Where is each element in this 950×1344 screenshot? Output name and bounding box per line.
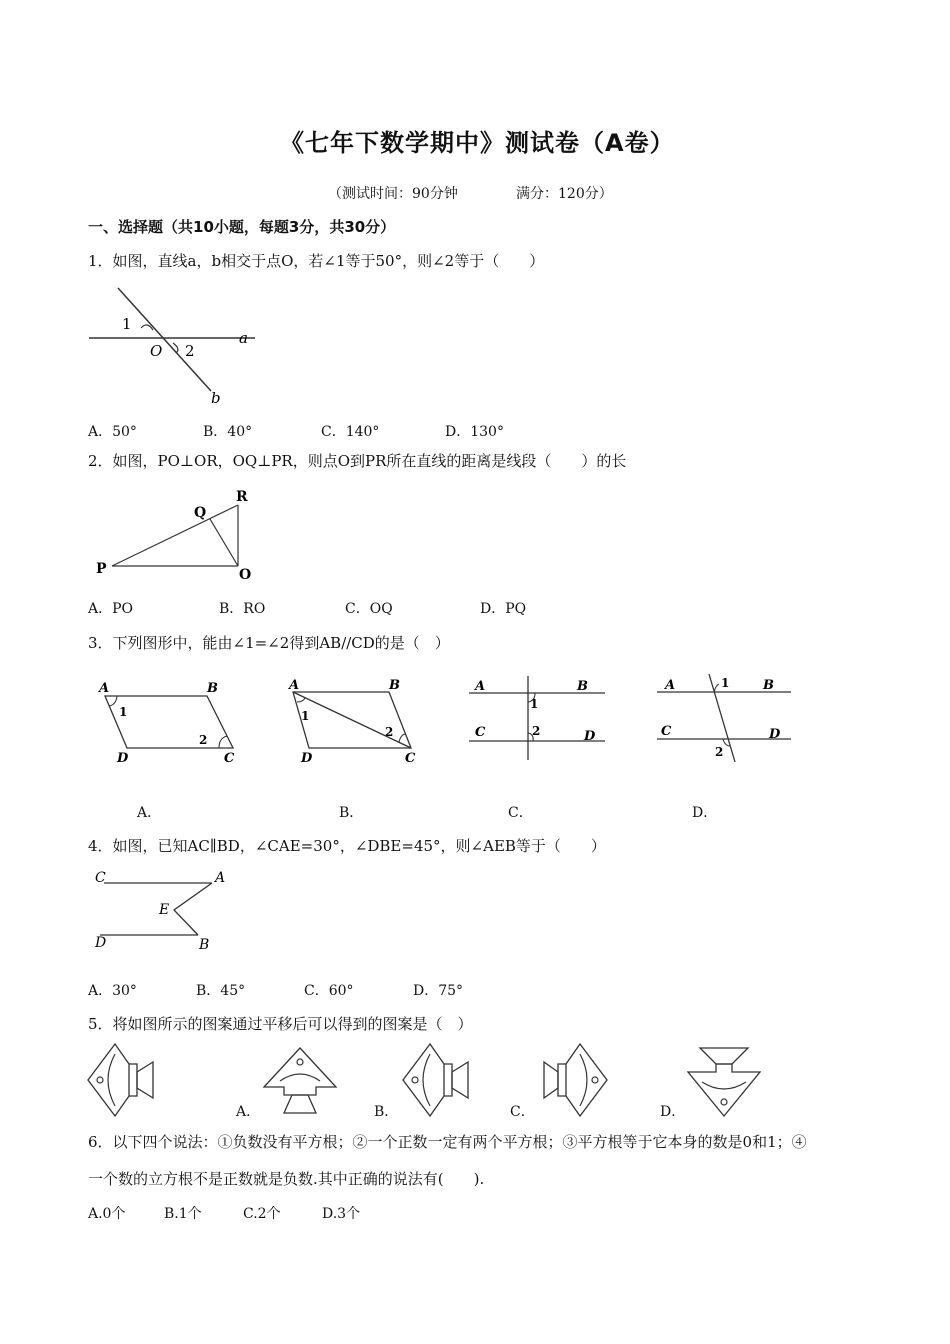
label-b: b <box>211 389 221 407</box>
q3-option-c[interactable]: C． <box>508 805 533 821</box>
angle-1-arc <box>297 698 305 702</box>
q3-figure-b <box>285 678 435 768</box>
q4-option-c[interactable]: C．60° <box>304 983 354 999</box>
section-heading-choice: 一、选择题（共10小题，每题3分，共30分） <box>88 218 396 236</box>
q1-option-a[interactable]: A．50° <box>88 424 137 440</box>
segment-pr <box>112 505 238 566</box>
label-angle-1: 1 <box>721 676 730 690</box>
label-r: R <box>236 489 248 505</box>
q3-option-a[interactable]: A． <box>137 805 162 821</box>
label-d: D <box>301 751 313 766</box>
polyline-aeb <box>174 883 212 935</box>
q3-option-d[interactable]: D． <box>692 805 718 821</box>
label-b: B <box>577 679 588 694</box>
fish-arc <box>423 1054 430 1106</box>
arrow-arc <box>702 1082 746 1089</box>
parallelogram <box>105 696 233 748</box>
label-d: D <box>117 751 129 766</box>
label-e: E <box>159 902 170 918</box>
label-q: Q <box>194 505 207 521</box>
q3-figure-c <box>467 672 617 762</box>
q5-option-d[interactable]: D． <box>660 1104 686 1120</box>
label-angle-1: 1 <box>301 709 310 723</box>
q5-option-c[interactable]: C． <box>510 1104 535 1120</box>
diagonal-ac <box>293 692 411 748</box>
label-angle-1: 1 <box>119 705 128 719</box>
q1-option-c[interactable]: C．140° <box>321 424 380 440</box>
arrow-body <box>688 1064 760 1116</box>
arrow-eye <box>297 1059 303 1065</box>
question-6-text-line1: 6．以下四个说法：①负数没有平方根；②一个正数一定有两个平方根；③平方根等于它本身的数是0和1；④ <box>88 1133 807 1151</box>
fish-eye <box>412 1077 418 1083</box>
label-d: D <box>95 935 107 951</box>
question-2-text: 2．如图，PO⊥OR，OQ⊥PR，则点O到PR所在直线的距离是线段（ ）的长 <box>88 452 627 470</box>
arrow-body <box>264 1048 336 1095</box>
question-3-text: 3．下列图形中，能由∠1=∠2得到AB//CD的是（ ） <box>88 634 450 652</box>
label-angle-2: 2 <box>385 725 394 739</box>
label-c: C <box>95 870 106 886</box>
label-b: B <box>207 681 218 696</box>
q1-option-b[interactable]: B．40° <box>203 424 253 440</box>
label-angle-2: 2 <box>715 745 724 759</box>
fish-tail <box>137 1062 153 1098</box>
q4-option-a[interactable]: A．30° <box>88 983 137 999</box>
fish-arc <box>580 1054 587 1106</box>
fish-eye <box>592 1077 598 1083</box>
angle-2-arc <box>219 736 227 748</box>
label-angle-1: 1 <box>530 697 539 711</box>
label-c: C <box>224 751 235 766</box>
label-angle-2: 2 <box>185 342 195 360</box>
label-o: O <box>239 567 252 583</box>
arrow-base <box>700 1048 748 1064</box>
q6-option-c[interactable]: C.2个 <box>243 1206 281 1222</box>
question-5-text: 5．将如图所示的图案通过平移后可以得到的图案是（ ） <box>88 1015 473 1033</box>
fish-tail <box>452 1062 468 1098</box>
label-a: A <box>99 681 110 696</box>
q2-option-d[interactable]: D．PQ <box>480 601 527 617</box>
angle-1-arc <box>109 696 117 706</box>
question-1-figure <box>85 283 265 408</box>
angle-2-arc <box>399 734 406 742</box>
q6-option-b[interactable]: B.1个 <box>164 1206 202 1222</box>
test-time-info: （测试时间：90分钟 <box>328 186 458 202</box>
fish-neck <box>129 1064 137 1096</box>
question-2-figure <box>90 485 260 585</box>
label-angle-2: 2 <box>532 724 541 738</box>
fish-neck <box>558 1064 566 1096</box>
q6-option-d[interactable]: D.3个 <box>322 1206 361 1222</box>
q5-option-a[interactable]: A． <box>236 1104 261 1120</box>
label-c: C <box>405 751 416 766</box>
q4-option-b[interactable]: B．45° <box>196 983 246 999</box>
label-b: B <box>389 678 400 693</box>
label-a: a <box>239 329 248 347</box>
fish-eye <box>97 1077 103 1083</box>
fish-neck <box>444 1064 452 1096</box>
page-title: 《七年下数学期中》测试卷（A卷） <box>280 129 675 157</box>
label-d: D <box>769 727 781 742</box>
label-a: A <box>475 679 486 694</box>
fish-arc <box>108 1054 115 1106</box>
q5-figure-c <box>540 1040 620 1120</box>
q2-option-c[interactable]: C．OQ <box>345 601 393 617</box>
label-o: O <box>150 342 163 360</box>
question-6-text-line2: 一个数的立方根不是正数就是负数.其中正确的说法有( ). <box>88 1170 485 1188</box>
label-p: P <box>96 561 107 577</box>
line-b <box>118 288 211 391</box>
label-a: A <box>215 870 226 886</box>
q5-figure-b <box>400 1040 480 1120</box>
question-4-text: 4．如图，已知AC∥BD，∠CAE=30°，∠DBE=45°，则∠AEB等于（ ） <box>88 837 606 855</box>
arrow-base <box>284 1095 316 1113</box>
q1-option-d[interactable]: D．130° <box>445 424 504 440</box>
label-a: A <box>665 678 676 693</box>
label-angle-1: 1 <box>122 315 132 333</box>
q4-option-d[interactable]: D．75° <box>413 983 464 999</box>
q5-option-b[interactable]: B． <box>374 1104 399 1120</box>
q5-original-figure <box>85 1040 165 1120</box>
fish-tail <box>544 1062 558 1098</box>
q3-option-b[interactable]: B． <box>339 805 364 821</box>
angle-1-arc <box>714 684 719 692</box>
label-b: B <box>199 937 210 953</box>
question-4-figure <box>90 866 240 956</box>
q2-option-a[interactable]: A．PO <box>88 601 134 617</box>
q2-option-b[interactable]: B．RO <box>219 601 266 617</box>
question-1-text: 1．如图，直线a，b相交于点O，若∠1等于50°，则∠2等于（ ） <box>88 252 545 270</box>
label-c: C <box>661 724 672 739</box>
q5-figure-a <box>260 1045 340 1120</box>
q6-option-a[interactable]: A.0个 <box>88 1206 126 1222</box>
arrow-arc <box>280 1074 320 1081</box>
segment-oq <box>210 519 238 566</box>
label-d: D <box>584 729 596 744</box>
label-c: C <box>475 725 486 740</box>
label-a: A <box>289 678 300 693</box>
q5-figure-d <box>684 1044 764 1120</box>
q3-figure-d <box>655 672 805 767</box>
label-angle-2: 2 <box>199 733 208 747</box>
q3-figure-a <box>95 678 245 768</box>
label-b: B <box>763 678 774 693</box>
total-score-info: 满分：120分） <box>516 186 613 202</box>
arrow-eye <box>721 1099 727 1105</box>
